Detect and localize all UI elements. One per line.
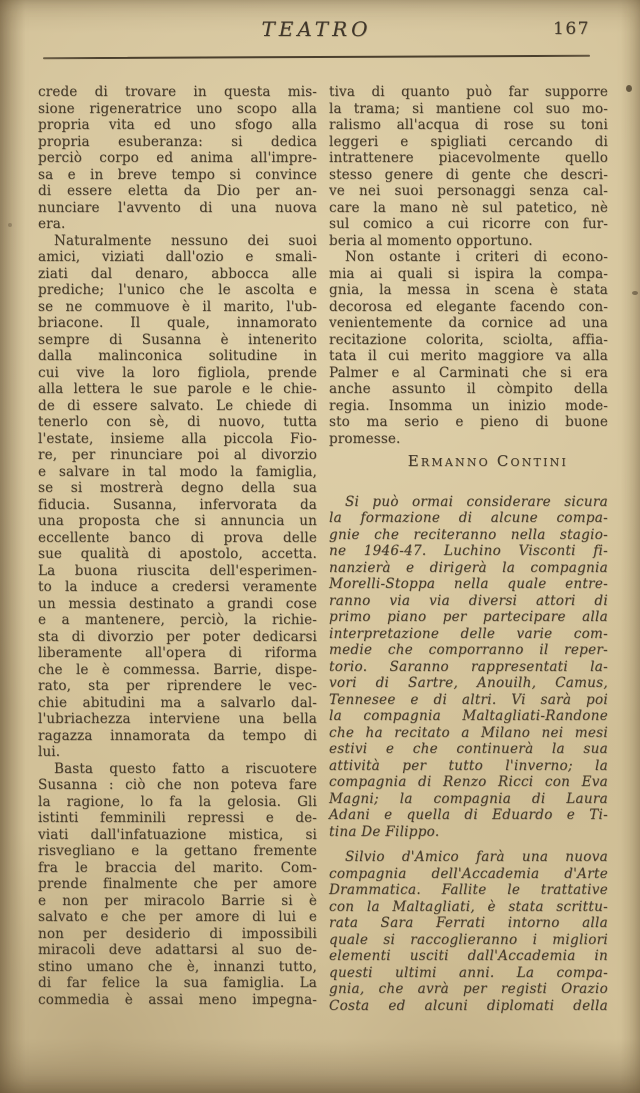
- left-column: [38, 84, 317, 1014]
- text-line: e salvare in tal modo la famiglia,: [38, 463, 317, 480]
- text-line: perciò corpo ed anima all'impre-: [38, 150, 317, 166]
- text-line: eccellente banco di prova delle: [38, 529, 317, 546]
- paragraph: [38, 84, 317, 233]
- text-line: sempre di Susanna è intenerito: [38, 331, 317, 348]
- text-line: salvato e che per amore di lui e: [38, 909, 317, 925]
- text-line: ralismo all'acqua di rose su toni: [329, 117, 608, 133]
- text-line: con la Maltagliati, è stata scrittu-: [329, 898, 608, 915]
- text-line: promesse.: [329, 430, 401, 447]
- text-line: la compagnia Maltagliati-Randone: [329, 708, 608, 724]
- text-line: miracoli deve adattarsi al suo de-: [38, 942, 317, 958]
- text-line: rata Sara Ferrati intorno alla: [329, 915, 608, 931]
- text-line: che le è commessa. Barrie, dispe-: [38, 661, 317, 678]
- text-line: che ha recitato a Milano nei mesi: [329, 724, 608, 741]
- text-line: questi ultimi anni. La compa-: [329, 964, 608, 981]
- text-line: rato, sta per riprendere le vec-: [38, 678, 317, 694]
- text-line: Basta questo fatto a riscuotere: [54, 760, 317, 777]
- text-line: Silvio d'Amico farà una nuova: [345, 849, 608, 865]
- paragraph: [38, 233, 317, 761]
- text-line: tiva di quanto può far supporre: [329, 84, 608, 100]
- ink-speck: [626, 85, 632, 92]
- text-line: primo piano per partecipare alla: [329, 609, 608, 625]
- text-line: era.: [38, 216, 66, 232]
- paragraph: [329, 249, 608, 447]
- text-line: tenerlo con sè, di nuovo, tutta: [38, 414, 317, 430]
- text-line: tina De Filippo.: [329, 823, 440, 840]
- text-line: gnia, la messa in scena è stata: [329, 282, 608, 298]
- text-line: fra le braccia del marito. Com-: [38, 859, 317, 876]
- text-line: elementi usciti dall'Accademia in: [329, 948, 608, 964]
- text-line: propria esuberanza: si dedica: [38, 133, 317, 150]
- text-line: fiducia. Susanna, infervorata da: [38, 496, 317, 513]
- text-line: nanzierà e dirigerà la compagnia: [329, 559, 608, 576]
- text-line: ve nei suoi personaggi senza cal-: [329, 183, 608, 199]
- text-line: Non ostante i criteri di econo-: [345, 249, 608, 265]
- text-line: gnia, che avrà per registi Orazio: [329, 981, 608, 997]
- text-line: sione rigeneratrice uno scopo alla: [38, 100, 317, 117]
- right-column: [329, 84, 608, 1014]
- text-line: medie che comporranno il reper-: [329, 642, 608, 658]
- text-line: sta di divorzio per poter dedicarsi: [38, 628, 317, 645]
- text-line: ne 1946-47. Luchino Visconti fi-: [329, 543, 608, 559]
- text-line: Drammatica. Fallite le trattative: [329, 882, 608, 898]
- paragraph: [329, 84, 608, 249]
- text-line: sa e in breve tempo si convince: [38, 166, 317, 183]
- text-line: di essere eletta da Dio per an-: [38, 183, 317, 199]
- paragraph: [329, 494, 608, 841]
- text-line: de di essere salvato. Le chiede di: [38, 397, 317, 414]
- text-line: mia ai quali si ispira la compa-: [329, 265, 608, 282]
- text-line: stino umano che è, innanzi tutto,: [38, 958, 317, 975]
- text-line: ranno via via diversi attori di: [329, 592, 608, 609]
- text-line: ragazza innamorata da tempo di: [38, 727, 317, 744]
- text-line: prediche; l'unico che le ascolta e: [38, 282, 317, 298]
- text-line: La buona riuscita dell'esperimen-: [38, 562, 317, 579]
- header-rule: [43, 55, 590, 59]
- text-line: l'ubriachezza interviene una bella: [38, 711, 317, 727]
- text-line: Susanna : ciò che non poteva fare: [38, 777, 317, 793]
- text-line: Morelli-Stoppa nella quale entre-: [329, 576, 608, 592]
- text-line: decorosa ed elegante facendo con-: [329, 298, 608, 315]
- ink-speck: [8, 223, 12, 227]
- text-line: compagnia di Renzo Ricci con Eva: [329, 774, 608, 790]
- text-line: interpretazione delle varie com-: [329, 625, 608, 642]
- text-line: istinti femminili repressi e de-: [38, 810, 317, 826]
- text-line: liberamente all'opera di riforma: [38, 645, 317, 661]
- text-line: chie abitudini ma a salvarlo dal-: [38, 694, 317, 711]
- text-line: recitazione colorita, sciolta, affia-: [329, 331, 608, 348]
- text-line: lui.: [38, 744, 61, 760]
- text-line: compagnia dell'Accademia d'Arte: [329, 865, 608, 882]
- text-line: sto ma serio e pieno di buone: [329, 414, 608, 430]
- text-line: Palmer e al Carminati che si era: [329, 364, 608, 381]
- text-line: di far felice la sua famiglia. La: [38, 975, 317, 991]
- text-line: to la induce a credersi veramente: [38, 579, 317, 595]
- text-line: se si mostrerà degno della sua: [38, 480, 317, 496]
- text-line: ziati dal denaro, abbocca alle: [38, 265, 317, 282]
- text-line: sue qualità di apostolo, accetta.: [38, 546, 317, 562]
- text-line: commedia è assai meno impegna-: [38, 991, 317, 1008]
- text-columns: [38, 84, 608, 1014]
- text-line: regia. Insomma un inizio mode-: [329, 397, 608, 414]
- text-line: anche assunto il còmpito della: [329, 381, 608, 397]
- text-line: tata il cui merito maggiore va alla: [329, 348, 608, 364]
- text-line: amici, viziati dall'ozio e smali-: [38, 249, 317, 265]
- ink-speck: [632, 291, 638, 295]
- text-line: sul comico a cui ricorre con fur-: [329, 216, 608, 232]
- text-line: Magni; la compagnia di Laura: [329, 790, 608, 807]
- paragraph: [329, 849, 608, 1014]
- text-line: risvegliano e la gettano fremente: [38, 843, 317, 859]
- text-line: gnie che reciteranno nella stagio-: [329, 526, 608, 543]
- text-line: cui vive la loro figliola, prende: [38, 364, 317, 381]
- text-line: e non per miracolo Barrie si è: [38, 892, 317, 909]
- text-line: briacone. Il quale, innamorato: [38, 315, 317, 331]
- text-line: Costa ed alcuni diplomati della: [329, 997, 608, 1014]
- paragraph: [38, 761, 317, 1009]
- text-line: care la mano nè sul patetico, nè: [329, 199, 608, 216]
- text-line: se ne commuove è il marito, l'ub-: [38, 298, 317, 315]
- text-line: alla lettera le sue parole e le chie-: [38, 381, 317, 397]
- text-line: estivi e che continuerà la sua: [329, 741, 608, 757]
- text-line: intrattenere piacevolmente quello: [329, 150, 608, 166]
- text-line: stesso genere di gente che descri-: [329, 166, 608, 183]
- text-line: Si può ormai considerare sicura: [345, 493, 608, 510]
- text-line: nunciare l'avvento di una nuova: [38, 199, 317, 216]
- text-line: la formazione di alcune compa-: [329, 510, 608, 526]
- text-line: Tennesee e di altri. Vi sarà poi: [329, 691, 608, 708]
- text-line: un messia destinato a grandi cose: [38, 595, 317, 612]
- text-line: non per desiderio di impossibili: [38, 925, 317, 942]
- text-line: propria vita ed uno sfogo alla: [38, 117, 317, 133]
- page-number: 167: [553, 19, 590, 39]
- text-line: prende finalmente che per amore: [38, 876, 317, 892]
- text-line: la trama; si mantiene col suo mo-: [329, 100, 608, 117]
- author-signature: Ermanno Contini: [407, 452, 568, 470]
- text-line: e a mantenere, perciò, la richie-: [38, 612, 317, 628]
- text-line: quale si raccoglieranno i migliori: [329, 931, 608, 948]
- text-line: crede di trovare in questa mis-: [38, 84, 317, 100]
- text-line: vori di Sartre, Anouilh, Camus,: [329, 675, 608, 691]
- text-line: attività per tutto l'inverno; la: [329, 757, 608, 774]
- text-line: Naturalmente nessuno dei suoi: [54, 232, 317, 249]
- running-head-title: TEATRO: [261, 17, 372, 41]
- text-line: torio. Saranno rappresentati la-: [329, 658, 608, 675]
- text-line: re, per rinunciare poi al divorzio: [38, 447, 317, 463]
- text-line: venientemente da cornice ad una: [329, 315, 608, 331]
- page-header: [43, 17, 590, 45]
- text-line: una proposta che si annuncia un: [38, 513, 317, 529]
- text-line: dalla malinconica solitudine in: [38, 348, 317, 364]
- text-line: la ragione, lo fa la gelosia. Gli: [38, 793, 317, 810]
- text-line: viati dall'infatuazione mistica, si: [38, 826, 317, 843]
- text-line: Adani e quella di Eduardo e Ti-: [329, 807, 608, 823]
- text-line: leggeri e spigliati cercando di: [329, 133, 608, 150]
- text-line: beria al momento opportuno.: [329, 232, 533, 249]
- text-line: l'estate, insieme alla piccola Fio-: [38, 430, 317, 447]
